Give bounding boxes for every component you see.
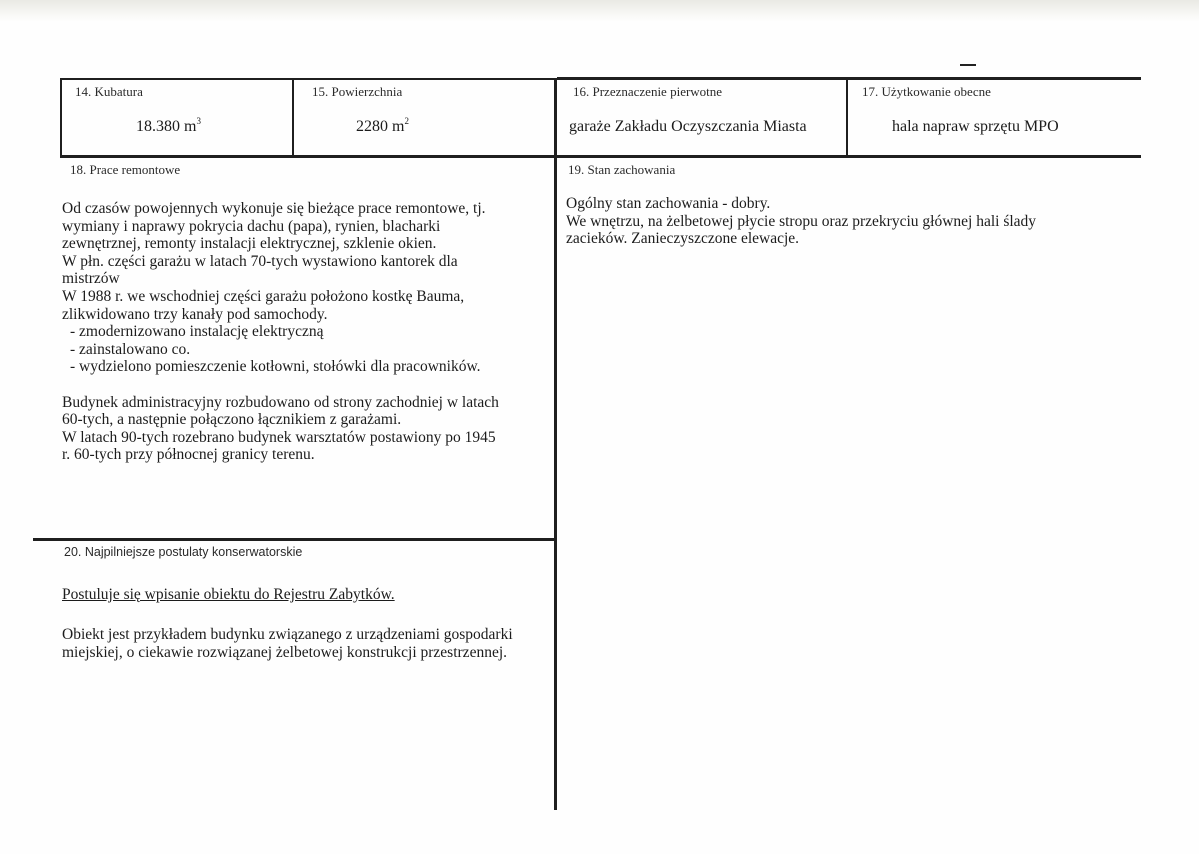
powierzchnia-label: 15. Powierzchnia <box>312 84 403 99</box>
postulaty-headline <box>62 586 552 604</box>
stan-line: Ogólny stan zachowania - dobry. <box>566 195 771 212</box>
stan-zachowania-label: 19. Stan zachowania <box>568 162 676 177</box>
left-border-row1 <box>60 78 62 157</box>
powierzchnia-unit-exponent: 2 <box>404 116 409 126</box>
prace-line: Budynek administracyjny rozbudowano od strony zachodniej w latach <box>62 393 499 411</box>
powierzchnia-value: 2280 $m^2$ <box>356 116 409 135</box>
prace-line: zewnętrznej, remonty instalacji elektrycznej, szklenie okien. <box>62 235 437 253</box>
top-border-left <box>60 78 557 80</box>
prace-line: zlikwidowano trzy kanały pod samochody. <box>62 305 328 323</box>
przeznaczenie-value: garaże Zakładu Oczyszczania Miasta <box>569 118 807 135</box>
prace-list-item: - zmodernizowano instalację elektryczną <box>70 323 324 341</box>
postulaty-label: 20. Najpilniejsze postulaty konserwatorskie <box>64 545 303 559</box>
row1-bottom-border <box>60 155 1141 158</box>
stan-line: zacieków. Zanieczyszczone elewacje. <box>566 230 800 248</box>
divider-16-17 <box>846 79 848 157</box>
stan-zachowania-text <box>566 195 1126 248</box>
uzytkowanie-value: hala napraw sprzętu MPO <box>892 118 1059 135</box>
kubatura-unit-exponent: 3 <box>196 116 201 126</box>
prace-list-item: - wydzielono pomieszczenie kotłowni, stołówki dla pracowników. <box>70 358 481 376</box>
prace-remontowe-label: 18. Prace remontowe <box>70 162 181 177</box>
prace-list-item: - zainstalowano co. <box>70 340 191 358</box>
prace-line: r. 60-tych przy północnej granicy terenu. <box>62 446 315 464</box>
center-divider <box>554 78 557 810</box>
postulaty-headline-text: Postuluje się wpisanie obiektu do Rejestru Zabytków. <box>62 586 395 603</box>
prace-line: 60-tych, a następnie połączono łącznikiem z garażami. <box>62 411 402 429</box>
prace-line: wymiany i naprawy pokrycia dachu (papa), rynien, blacharki <box>62 217 441 235</box>
prace-line: W 1988 r. we wschodniej części garażu położono kostkę Bauma, <box>62 287 465 305</box>
top-border-right <box>557 77 1141 80</box>
paragraph-gap <box>62 376 552 394</box>
kubatura-label: 14. Kubatura <box>75 84 143 99</box>
stan-line: We wnętrzu, na żelbetowej płycie stropu oraz przekryciu głównej hali ślady <box>566 212 1037 230</box>
postulaty-line: Obiekt jest przykładem budynku związanego z urządzeniami gospodarki <box>62 626 513 643</box>
prace-line: mistrzów <box>62 270 120 288</box>
uzytkowanie-label: 17. Użytkowanie obecne <box>862 84 991 99</box>
section-divider-18-20 <box>33 538 557 541</box>
scan-edge <box>0 0 1199 22</box>
postulaty-line: miejskiej, o ciekawie rozwiązanej żelbetowej konstrukcji przestrzennej. <box>62 643 508 661</box>
prace-line: Od czasów powojennych wykonuje się bieżące prace remontowe, tj. <box>62 200 486 217</box>
scan-mark <box>960 64 976 66</box>
prace-remontowe-text <box>62 200 552 464</box>
divider-14-15 <box>292 79 294 157</box>
prace-line: W płn. części garażu w latach 70-tych wystawiono kantorek dla <box>62 252 458 270</box>
kubatura-value: 18.380 $m^3$ <box>136 116 201 135</box>
przeznaczenie-label: 16. Przeznaczenie pierwotne <box>573 84 723 99</box>
prace-line: W latach 90-tych rozebrano budynek warsztatów postawiony po 1945 <box>62 428 496 446</box>
postulaty-body <box>62 626 552 661</box>
